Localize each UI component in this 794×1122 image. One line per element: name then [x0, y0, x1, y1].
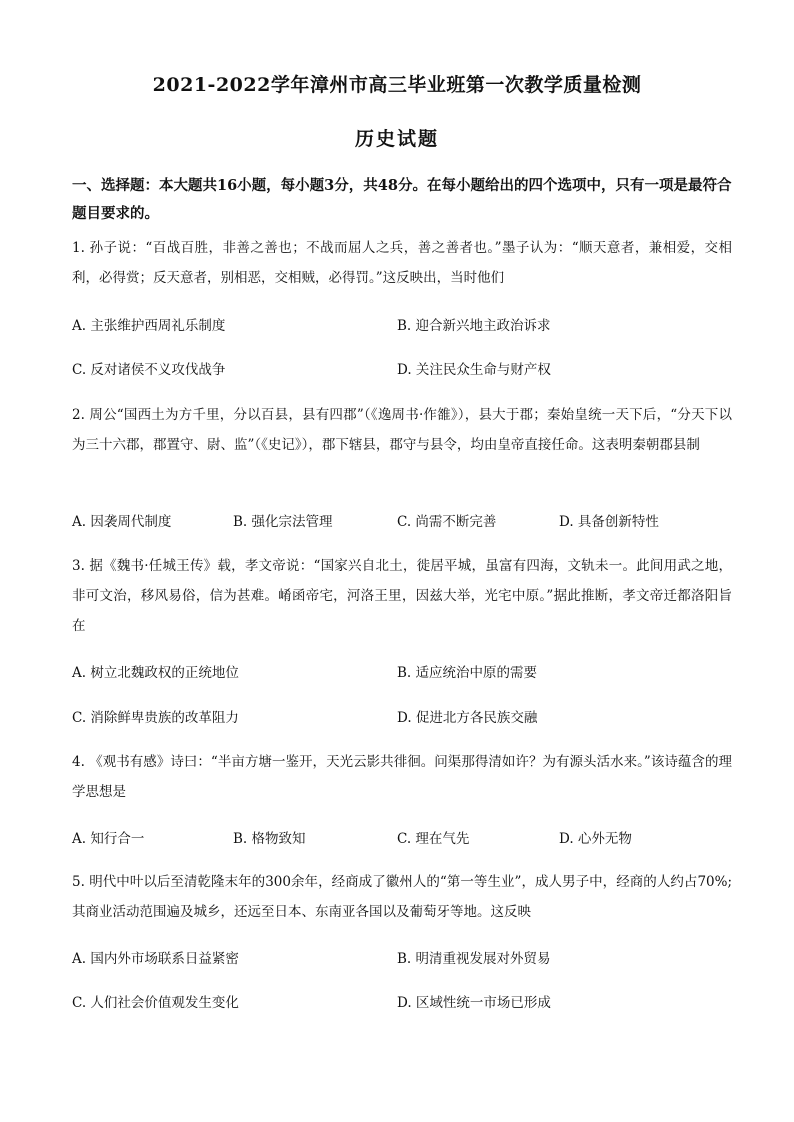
question-3-option-a: A. 树立北魏政权的正统地位 — [72, 665, 239, 681]
question-2-option-b: B. 强化宗法管理 — [233, 514, 333, 530]
exam-subtitle: 历史试题 — [354, 128, 439, 150]
question-2-option-a: A. 因袭周代制度 — [72, 514, 172, 530]
question-3-stem: 3. 据《魏书·任城王传》载，孝文帝说：“国家兴自北土，徙居平城，虽富有四海，文轨未一。此间用武之地，非可文治，移风易俗，信为甚难。崤函帝宅，河洛王里，因兹大举，光宅中原。”据此推断，孝文帝迁都洛阳旨在 — [72, 558, 732, 634]
question-1-option-d: D. 关注民众生命与财产权 — [397, 362, 551, 378]
question-2-option-d: D. 具备创新特性 — [559, 514, 659, 530]
question-1-option-a: A. 主张维护西周礼乐制度 — [72, 318, 226, 334]
question-5-option-d: D. 区域性统一市场已形成 — [397, 995, 551, 1011]
question-3-option-c: C. 消除鲜卑贵族的改革阻力 — [72, 710, 239, 726]
question-4-option-b: B. 格物致知 — [233, 831, 306, 847]
section-heading: 一、选择题：本大题共16小题，每小题3分，共48分。在每小题给出的四个选项中，只有一项是最符合题目要求的。 — [72, 177, 732, 222]
question-1-option-c: C. 反对诸侯不义攻伐战争 — [72, 362, 226, 378]
question-1-stem: 1. 孙子说：“百战百胜，非善之善也；不战而屈人之兵，善之善者也。”墨子认为：“顺天意者，兼相爱，交相利，必得赏；反天意者，别相恶，交相贼，必得罚。”这反映出，当时他们 — [72, 240, 732, 286]
question-4-option-d: D. 心外无物 — [559, 831, 632, 847]
question-3-option-b: B. 适应统治中原的需要 — [397, 665, 538, 681]
question-5-option-c: C. 人们社会价值观发生变化 — [72, 995, 239, 1011]
question-2-option-c: C. 尚需不断完善 — [397, 514, 497, 530]
exam-title: 2021-2022学年漳州市高三毕业班第一次教学质量检测 — [152, 74, 642, 96]
question-4-option-c: C. 理在气先 — [397, 831, 470, 847]
question-4-stem: 4. 《观书有感》诗曰：“半亩方塘一鉴开，天光云影共徘徊。问渠那得清如许？为有源头活水来。”该诗蕴含的理学思想是 — [72, 754, 732, 800]
question-3-option-d: D. 促进北方各民族交融 — [397, 710, 538, 726]
question-1-option-b: B. 迎合新兴地主政治诉求 — [397, 318, 551, 334]
question-4-option-a: A. 知行合一 — [72, 831, 145, 847]
question-5-stem: 5. 明代中叶以后至清乾隆末年的300余年，经商成了徽州人的“第一等生业”，成人男子中，经商的人约占70%;其商业活动范围遍及城乡，还远至日本、东南亚各国以及葡萄牙等地。这反映 — [72, 874, 732, 920]
question-2-stem: 2. 周公“国西土为方千里，分以百县，县有四郡”（《逸周书·作雒》），县大于郡；秦始皇统一天下后，“分天下以为三十六郡，郡置守、尉、监”（《史记》），郡下辖县，郡守与县令，均由皇帝直接任命。这表明秦朝郡县制 — [72, 407, 732, 453]
question-5-option-b: B. 明清重视发展对外贸易 — [397, 951, 551, 967]
question-5-option-a: A. 国内外市场联系日益紧密 — [72, 951, 239, 967]
